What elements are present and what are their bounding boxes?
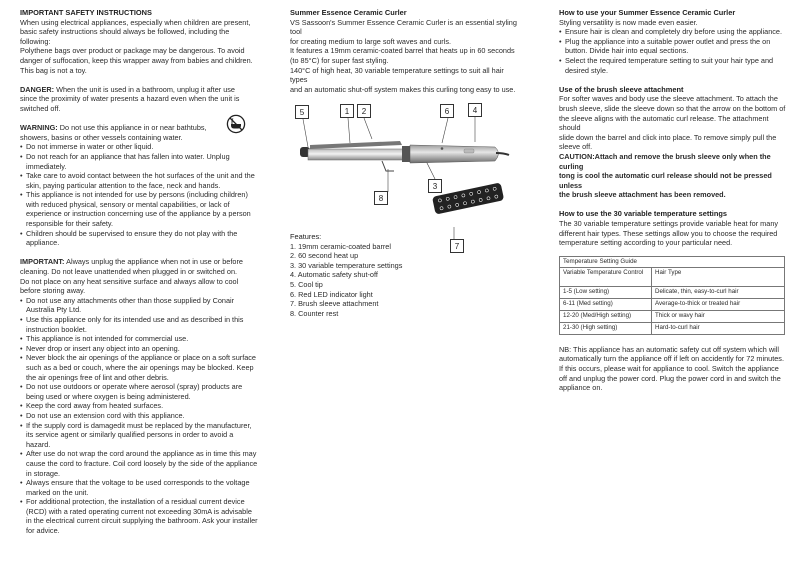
safety-heading: IMPORTANT SAFETY INSTRUCTIONS: [20, 8, 152, 17]
important-block: IMPORTANT: Always unplug the appliance when not in use or before cleaning. Do not leave unattended when plugged in or switched on. Do not place on any heat sensitive surface and always allow to cool before storing away. • Do not use any attachments other than those supplied by Conair Australia Pty Ltd. • Use this appliance only for its intended use and as described in this instruction booklet. • This appliance is not intended for commercial use. • Never drop or insert any object into an opening. • Never block the air openings of the appliance or place on a soft surface such as a bed or couch, where the air openings may be blocked. Keep the air openings free of lint and other debris. • Do not use outdoors or operate where aerosol (spray) products are being used or where oxygen is being administered. • Keep the cord away from heated surfaces. • Do not use an extension cord with this appliance. • If the supply cord is damagedit must be replaced by the manufacturer, its service agent or similarly qualified persons in order to avoid a hazard. • After use do not wrap the cord around the appliance as in time this may cause the cord to fracture. Coil cord loosely by the side of the appliance in storage. • Always ensure that the voltage to be used corresponds to the voltage marked on the unit. • For additional protection, the installation of a residual current device (RCD) with a rated operating current not exceeding 30mA is advisable in the electrical current circuit supplying the bathroom. Ask your installer for advice.: [20, 257, 258, 535]
warning-label: WARNING:: [20, 123, 58, 133]
brush-block: Use of the brush sleeve attachment For softer waves and body use the sleeve attachment. To attach the brush sleeve, slide the sleeve down so that the arrow on the bottom of the sleeve aligns with the automatic curl release. The attachment should slide down the barrel and click into place. To remove simply pull the sleeve off. CAUTION:Attach and remove the brush sleeve only when the curling tong is cool the automatic curl release should not be pressed unless the brush sleeve attachment has been removed.: [559, 85, 791, 200]
list-item: • Take care to avoid contact between the hot surfaces of the unit and the skin, paying particular attention to the face, neck and hands.: [20, 171, 258, 190]
diagram-label-2: 2: [357, 104, 371, 118]
important-list: [20, 296, 258, 536]
warning-block: WARNING: Do not use this appliance in or near bathtubs, showers, basins or other vessels containing water. • Do not immerse in water or other liquid. • Do not reach for an appliance that has fallen into water. Unplug immediately. • Take care to avoid contact between the hot surfaces of the unit and the skin, paying particular attention to the face, neck and hands. • This appliance is not intended for use by persons (including children) with reduced physical, sensory or mental capabilities, or lack of experience or instruction concerning use of the appliance by a person responsible for their safety. • Children should be supervised to ensure they do not play with the appliance.: [20, 123, 258, 248]
list-item: 7. Brush sleeve attachment: [290, 299, 379, 309]
how-heading: How to use your Summer Essence Ceramic Curler: [559, 8, 736, 17]
caution-text: CAUTION:Attach and remove the brush sleeve only when the curling: [559, 151, 771, 171]
important-label: IMPORTANT:: [20, 257, 65, 267]
table-row: 12-20 (Med/High setting) Thick or wavy hair: [560, 310, 785, 322]
list-item: • For additional protection, the installation of a residual current device (RCD) with a rated operating current not exceeding 30mA is advisable in the electrical current circuit supplying the bathroom. Ask your installer for advice.: [20, 497, 258, 535]
list-item: • Do not use an extension cord with this appliance.: [20, 411, 258, 421]
list-item: • This appliance is not intended for use by persons (including children) with reduced physical, sensory or mental capabilities, or lack of experience or instruction concerning use of the appliance by a person responsible for their safety.: [20, 190, 258, 228]
list-item: 5. Cool tip: [290, 279, 323, 289]
list-item: 6. Red LED indicator light: [290, 289, 373, 299]
table-header-row: [560, 267, 785, 286]
list-item: 3. 30 variable temperature settings: [290, 260, 403, 270]
table-row: 1-5 (Low setting) Delicate, thin, easy-to-curl hair: [560, 286, 785, 298]
temp-block: How to use the 30 variable temperature settings The 30 variable temperature settings provide variable heat for many different hair types. These settings allow you to choose the required temperature setting according to your particular need.: [559, 209, 791, 247]
list-item: • Children should be supervised to ensure they do not play with the appliance.: [20, 229, 258, 248]
danger-label: DANGER:: [20, 84, 55, 94]
list-item: • Use this appliance only for its intended use and as described in this instruction booklet.: [20, 315, 258, 334]
features-block: [290, 232, 520, 318]
product-column: [290, 8, 520, 94]
list-item: • Do not use outdoors or operate where aerosol (spray) products are being used or where oxygen is being administered.: [20, 382, 258, 401]
list-item: • Plug the appliance into a suitable power outlet and press the on button. Divide hair into equal sections.: [559, 37, 791, 56]
list-item: 4. Automatic safety shut-off: [290, 270, 378, 280]
diagram-label-4: 4: [468, 103, 482, 117]
diagram-label-5: 5: [295, 105, 309, 119]
table-row: 21-30 (High setting) Hard-to-curl hair: [560, 322, 785, 334]
list-item: 1. 19mm ceramic-coated barrel: [290, 241, 391, 251]
diagram-label-8: 8: [374, 191, 388, 205]
list-item: • Always ensure that the voltage to be used corresponds to the voltage marked on the unit.: [20, 478, 258, 497]
safety-intro: When using electrical appliances, especially when children are present, basic safety instructions should always be followed, including the following: Polythene bags over product or package may be dangerous. To avoid danger of suffocation, keep this wrapper away from babies and children. This bag is not a toy.: [20, 17, 253, 75]
list-item: • If the supply cord is damagedit must be replaced by the manufacturer, its service agent or similarly qualified persons in order to avoid a hazard.: [20, 421, 258, 450]
list-item: 2. 60 second heat up: [290, 251, 359, 261]
danger-block: DANGER: When the unit is used in a bathroom, unplug it after use since the proximity of water presents a hazard even when the unit is switched off.: [20, 84, 240, 113]
features-heading: Features:: [290, 232, 322, 241]
diagram-label-7: 7: [450, 239, 464, 253]
product-intro: VS Sassoon's Summer Essence Ceramic Curler is an essential styling tool for creating medium to large soft waves and curls. It features a 19mm ceramic-coated barrel that heats up in 60 seconds (to 85°C) for super fast styling. 140°C of high heat, 30 variable temperature settings to suit all hair types and an automatic shut-off system makes this curling tong easy to use.: [290, 17, 517, 94]
diagram-label-1: 1: [340, 104, 354, 118]
usage-column: [559, 8, 791, 393]
column-header: Hair Type: [652, 267, 785, 286]
nb-block: NB: This appliance has an automatic safety cut off system which will automatically turn the appliance off if left on accidently for 72 minutes. If this occurs, please wait for appliance to cool. Switch the appliance off and unplug the power cord. Plug the power cord in and switch the appliance on.: [559, 344, 784, 393]
curler-diagram: [290, 95, 522, 255]
list-item: • Ensure hair is clean and completely dry before using the appliance.: [559, 27, 791, 37]
no-bath-icon: [226, 114, 246, 134]
product-heading: Summer Essence Ceramic Curler: [290, 8, 407, 17]
temperature-table: [559, 256, 785, 335]
list-item: • Keep the cord away from heated surfaces.: [20, 401, 258, 411]
table-title-row: [560, 256, 785, 267]
list-item: • Never drop or insert any object into an opening.: [20, 344, 258, 354]
list-item: • Do not reach for an appliance that has fallen into water. Unplug immediately.: [20, 152, 258, 171]
warning-list: [20, 142, 258, 248]
list-item: • After use do not wrap the cord around the appliance as in time this may cause the cord to fracture. Coil cord loosely by the side of the appliance in storage.: [20, 449, 258, 478]
temp-heading: How to use the 30 variable temperature settings: [559, 209, 727, 219]
column-header: Variable Temperature Control: [560, 267, 652, 286]
list-item: • This appliance is not intended for commercial use.: [20, 334, 258, 344]
brush-heading: Use of the brush sleeve attachment: [559, 84, 684, 94]
curler-illustration: [290, 95, 522, 255]
list-item: • Do not immerse in water or other liquid.: [20, 142, 258, 152]
safety-column: [20, 8, 258, 536]
list-item: • Select the required temperature setting to suit your hair type and desired style.: [559, 56, 791, 75]
table-title: Temperature Setting Guide: [560, 256, 785, 267]
table-row: 6-11 (Med setting) Average-to-thick or treated hair: [560, 298, 785, 310]
features-list: [290, 242, 520, 319]
list-item: • Do not use any attachments other than those supplied by Conair Australia Pty Ltd.: [20, 296, 258, 315]
list-item: • Never block the air openings of the appliance or place on a soft surface such as a bed or couch, where the air openings may be blocked. Keep the air openings free of lint and other debris.: [20, 353, 258, 382]
diagram-label-3: 3: [428, 179, 442, 193]
how-list: [559, 27, 791, 75]
list-item: 8. Counter rest: [290, 308, 339, 318]
diagram-label-6: 6: [440, 104, 454, 118]
how-intro: Styling versatility is now made even easier.: [559, 17, 698, 27]
